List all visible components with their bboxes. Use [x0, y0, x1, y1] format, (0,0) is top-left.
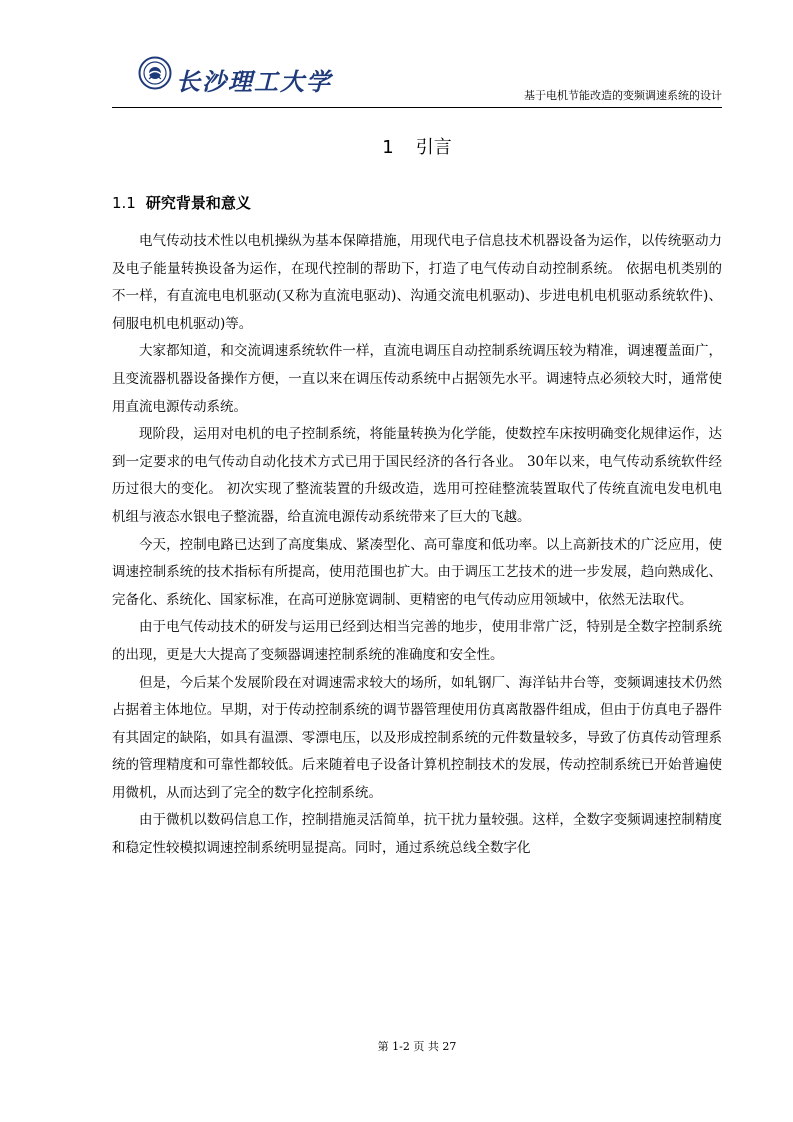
chapter-heading [112, 133, 722, 159]
paragraph: 现阶段，运用对电机的电子控制系统，将能量转换为化学能，使数控车床按明确变化规律运作，达到一定要求的电气传动自动化技术方式已用于国民经济的各行各业。 30年以来，电气传动系统软件经历过很大的变化。 初次实现了整流装置的升级改造，选用可控硅整流装置取代了传统直流电发电机电机组与液态水银电子整流器，给直流电源传动系统带来了巨大的飞越。 [112, 426, 722, 525]
paragraph: 由于微机以数码信息工作，控制措施灵活简单，抗干扰力量较强。这样，全数字变频调速控制精度和稳定性较模拟调速控制系统明显提高。同时，通过系统总线全数字化 [112, 812, 722, 857]
header-divider [112, 107, 722, 108]
page-footer: 第 1-2 页 共 27 [377, 1040, 457, 1053]
chapter-title: 引言 [415, 137, 452, 158]
paragraph: 但是，今后某个发展阶段在对调速需求较大的场所，如轧钢厂、海洋钻井台等，变频调速技术仍然占据着主体地位。早期，对于传动控制系统的调节器管理使用仿真离散器件组成，但由于仿真电子器件有其固定的缺陷，如具有温漂、零漂电压，以及形成控制系统的元件数量较多，导致了仿真传动管理系统的管理精度和可靠性都较低。后来随着电子设备计算机控制技术的发展，传动控制系统已开始普遍使用微机，从而达到了完全的数字化控制系统。 [112, 674, 722, 801]
paragraph: 电气传动技术性以电机操纵为基本保障措施，用现代电子信息技术机器设备为运作，以传统驱动力及电子能量转换设备为运作，在现代控制的帮助下，打造了电气传动自动控制系统。 依据电机类别的不一样，有直流电电机驱动(又称为直流电驱动)、沟通交流电机驱动)、步进电机电机驱动系统软件)、伺服电机电机驱动)等。 [112, 233, 722, 332]
chapter-number: 1 [382, 137, 394, 158]
page-header [112, 50, 722, 110]
section-heading [112, 192, 251, 213]
section-title: 研究背景和意义 [145, 194, 251, 212]
paragraph: 由于电气传动技术的研发与运用已经到达相当完善的地步，使用非常广泛，特别是全数字控制系统的出现，更是大大提高了变频器调速控制系统的准确度和安全性。 [112, 619, 722, 663]
thesis-title: 基于电机节能改造的变频调速系统的设计 [524, 89, 722, 102]
body-text [112, 228, 722, 863]
university-logo [138, 56, 338, 96]
university-name: 长沙理工大学 [176, 67, 332, 96]
paragraph: 今天，控制电路已达到了高度集成、紧凑型化、高可靠度和低功率。以上高新技术的广泛应用，使调速控制系统的技术指标有所提高，使用范围也扩大。由于调压工艺技术的进一步发展，趋向熟成化、完备化、系统化、国家标准，在高可逆脉宽调制、更精密的电气传动应用领域中，依然无法取代。 [112, 536, 722, 608]
section-number: 1.1 [112, 194, 136, 212]
university-emblem-icon [138, 56, 172, 90]
paragraph: 大家都知道，和交流调速系统软件一样，直流电调压自动控制系统调压较为精准，调速覆盖面广，且变流器机器设备操作方便，一直以来在调压传动系统中占据领先水平。调速特点必须较大时，通常使用直流电源传动系统。 [112, 343, 722, 415]
